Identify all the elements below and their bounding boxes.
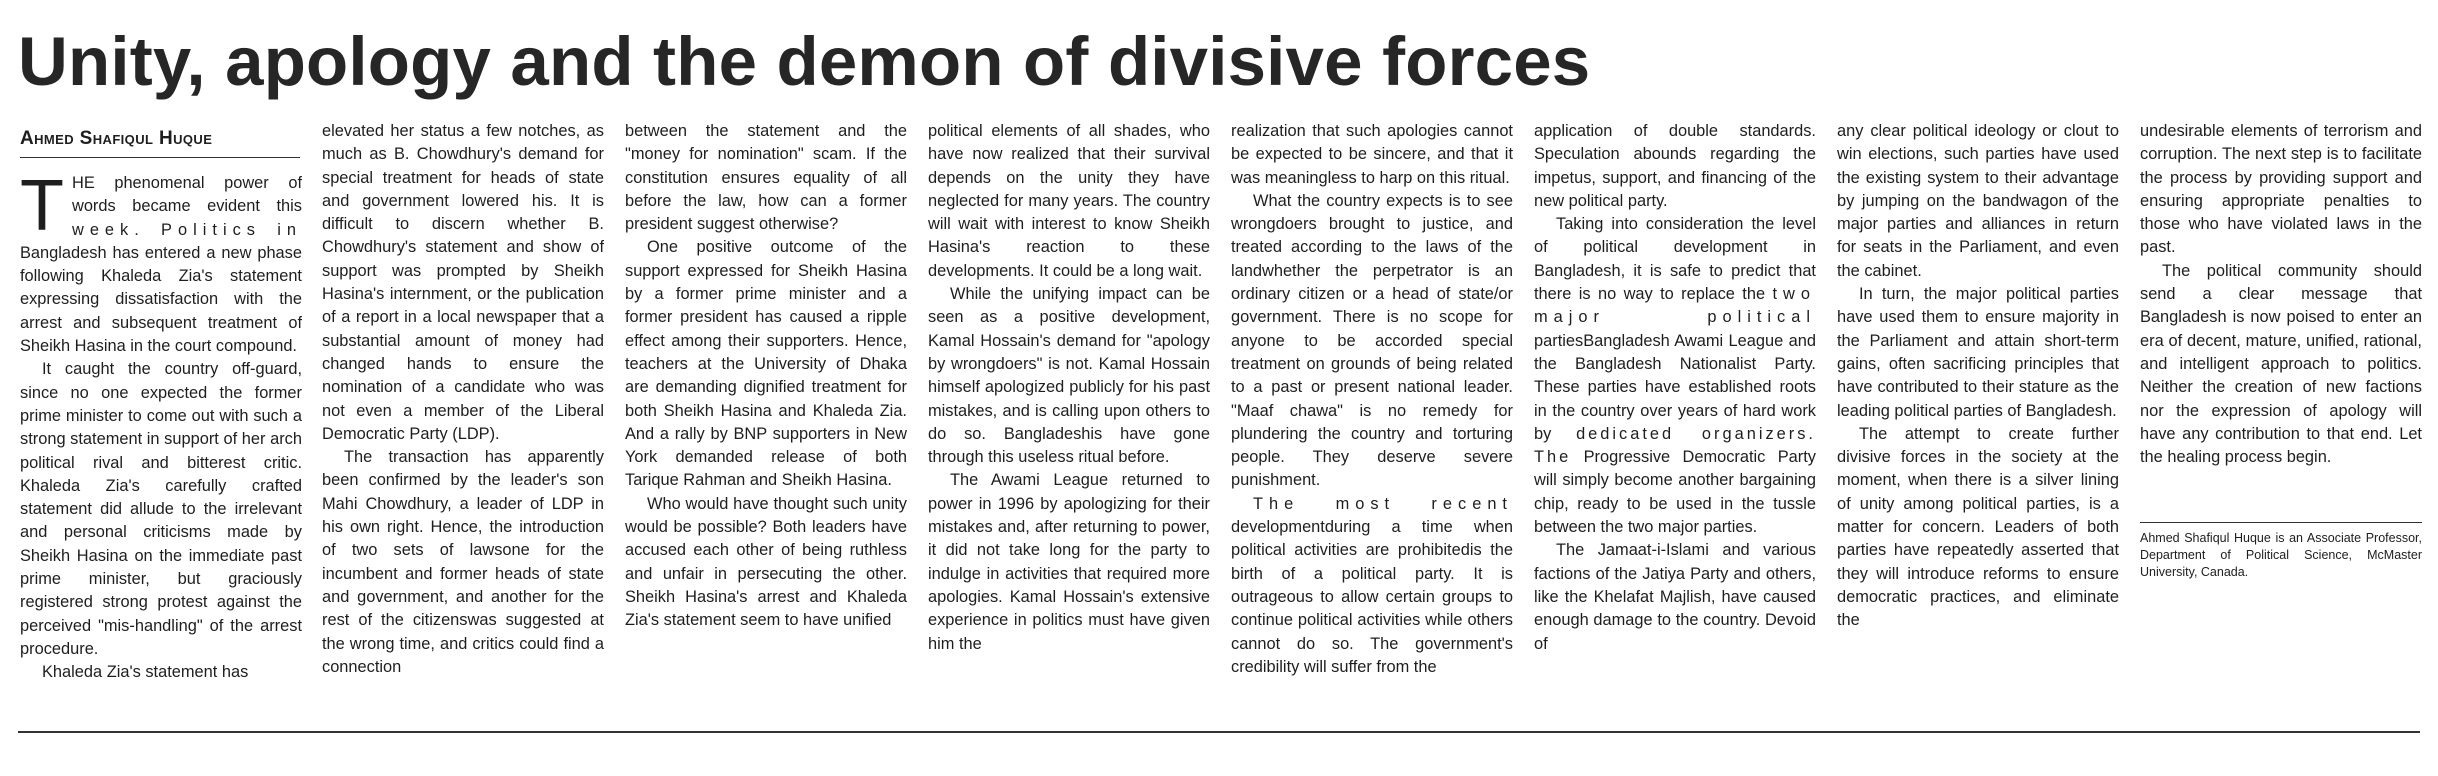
paragraph: The Jamaat-i-Islami and various factions of the Jatiya Party and others, like the Khelafat Majlish, have caused enough damage to the country. Devoid of <box>1534 541 1816 653</box>
paragraph: While the unifying impact can be seen as a positive development, Kamal Hossain's demand for "apology by wrongdoers" is not. Kamal Hossain himself apologized publicly for his past mistakes, and is calling upon others to do so. Bangladeshis have gone through this useless ritual before. <box>928 285 1210 467</box>
byline: Ahmed Shafiqul Huque <box>20 128 213 149</box>
paragraph-text: developmentduring a time when political activities are prohibitedis the birth of a political party. It is outrageous to allow certain groups to continue political activities while others cannot do so. The government's credibility will suffer from the <box>1231 518 1513 676</box>
paragraph <box>20 172 302 358</box>
article-body <box>20 120 2422 724</box>
paragraph: political elements of all shades, who have now realized that their survival depends on the unity they have neglected for many years. The country will wait with interest to know Sheikh Hasina's reaction to these developments. It could be a long wait. <box>928 122 1210 280</box>
paragraph: undesirable elements of terrorism and corruption. The next step is to facilitate the process by providing support and ensuring appropriate penalties to those who have violated laws in the past. <box>2140 122 2422 257</box>
column-8 <box>2140 120 2422 724</box>
headline: Unity, apology and the demon of divisive forces <box>18 23 1591 100</box>
paragraph: any clear political ideology or clout to win elections, such parties have used the existing system to their advantage by jumping on the bandwagon of the major parties and alliances in return for seats in the Parliament, and even the cabinet. <box>1837 122 2119 280</box>
paragraph: In turn, the major political parties have used them to ensure majority in the Parliament and attain short-term gains, often sacrificing principles that have contributed to their stature as the leading political parties of Bangladesh. <box>1837 285 2119 420</box>
paragraph: One positive outcome of the support expressed for Sheikh Hasina by a former prime minister and a former president has caused a ripple effect among their supporters. Hence, teachers at the University of Dhaka are demanding dignified treatment for both Sheikh Hasina and Khaleda Zia. And a rally by BNP supporters in New York demanded release of both Tarique Rahman and Sheikh Hasina. <box>625 238 907 490</box>
paragraph-text: The most recent <box>1253 494 1513 513</box>
bottom-rule <box>18 731 2420 733</box>
column-2 <box>322 120 604 724</box>
column-4 <box>928 120 1210 724</box>
paragraph-text: Bangladesh has entered a new phase following Khaleda Zia's statement expressing dissatisfaction with the arrest and subsequent treatment of Sheikh Hasina in the court compound. <box>20 243 302 356</box>
paragraph-text: Taking into consideration the level of political development in Bangladesh, it is safe to predict that there is no way to replace the <box>1534 215 1816 304</box>
paragraph: The attempt to create further divisive forces in the society at the moment, when there is a silver lining of unity among political parties, is a matter for concern. Leaders of both parties have repeatedly asserted that they will introduce reforms to ensure democratic practices, and eliminate the <box>1837 424 2119 630</box>
paragraph: It caught the country off-guard, since no one expected the former prime minister to come out with such a strong statement in support of her arch political rival and bitterest critic. Khaleda Zia's carefully crafted statement did allude to the irrelevant and personal criticisms made by Sheikh Hasina on the immediate past prime minister, but graciously registered strong protest against the perceived "mis-handling" of the arrest procedure. <box>20 360 302 658</box>
paragraph: The political community should send a clear message that Bangladesh is now poised to enter an era of decent, mature, unified, rational, and intelligent approach to politics. Neither the creation of new factions nor the expression of apology will have any contribution to that end. Let the healing process begin. <box>2140 261 2422 467</box>
paragraph <box>1231 493 1513 679</box>
paragraph <box>1534 213 1816 539</box>
paragraph: between the statement and the "money for nomination" scam. If the constitution ensures equality of all before the law, how can a former president suggest otherwise? <box>625 122 907 234</box>
paragraph: Who would have thought such unity would be possible? Both leaders have accused each other of being ruthless and unfair in persecuting the other. Sheikh Hasina's arrest and Khaleda Zia's statement seem to have unified <box>625 494 907 630</box>
paragraph: The transaction has apparently been confirmed by the leader's son Mahi Chowdhury, a leader of LDP in his own right. Hence, the introduction of two sets of lawsone for the incumbent and former heads of state and government, and another for the rest of the citizenswas suggested at the wrong time, and critics could find a connection <box>322 448 604 676</box>
paragraph: realization that such apologies cannot be expected to be sincere, and that it was meaningless to harp on this ritual. <box>1231 122 1513 187</box>
author-bio: Ahmed Shafiqul Huque is an Associate Professor, Department of Political Science, McMaster University, Canada. <box>2140 531 2422 579</box>
paragraph: The Awami League returned to power in 1996 by apologizing for their mistakes and, after returning to power, it did not take long for the party to indulge in activities that required more apologies. Kamal Hossain's extensive experience in politics must have given him the <box>928 471 1210 653</box>
paragraph-text: dedicated organizers. The <box>1534 424 1816 467</box>
column-3 <box>625 120 907 724</box>
paragraph-text: HE phenomenal power of words became evident this <box>71 174 302 216</box>
bio-rule <box>2140 522 2422 523</box>
column-1 <box>20 172 302 776</box>
paragraph-text: partiesBangladesh Awami League and the Bangladesh Nationalist Party. These parties have established roots in the country over years of hard work by <box>1534 331 1816 443</box>
paragraph-text: two major political <box>1534 285 1816 327</box>
dropcap: T <box>20 172 64 246</box>
column-7 <box>1837 120 2119 724</box>
paragraph: elevated her status a few notches, as much as B. Chowdhury's demand for special treatment for heads of state and government lowered his. It is difficult to discern whether B. Chowdhury's statement and show of support was prompted by Sheikh Hasina's internment, or the publication of a report in a local newspaper that a substantial amount of money had changed hands to ensure the nomination of a candidate who was not even a member of the Liberal Democratic Party (LDP). <box>322 122 604 443</box>
column-6 <box>1534 120 1816 724</box>
paragraph: application of double standards. Speculation abounds regarding the impetus, support, and financing of the new political party. <box>1534 122 1816 210</box>
column-5 <box>1231 120 1513 724</box>
paragraph: What the country expects is to see wrongdoers brought to justice, and treated according to the laws of the landwhether the perpetrator is an ordinary citizen or a head of state/or government. There is no scope for anyone to be accorded special treatment on grounds of being related to a past or present national leader. "Maaf chawa" is no remedy for plundering the country and torturing people. They deserve severe punishment. <box>1231 191 1513 490</box>
paragraph-text: Progressive Democratic Party will simply become another bargaining chip, ready to be used in the tussle between the two major parties. <box>1534 448 1816 537</box>
paragraph: Khaleda Zia's statement has <box>42 663 249 682</box>
paragraph-text: week. Politics in <box>71 220 302 239</box>
